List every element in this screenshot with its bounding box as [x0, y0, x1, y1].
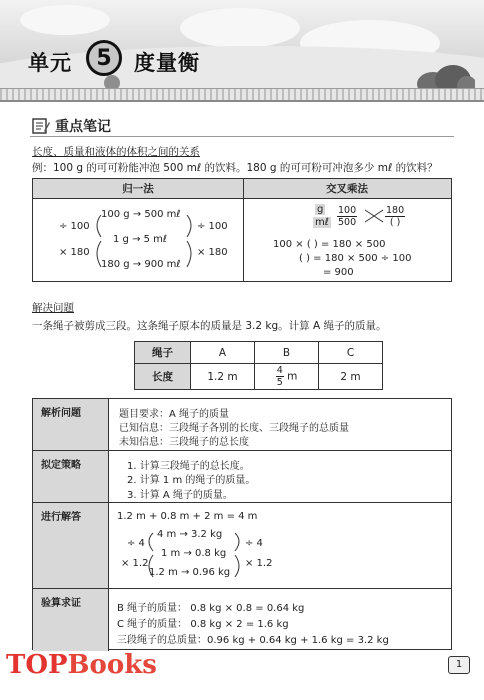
rope-col-a: A	[191, 342, 255, 364]
cross-fraction-1: $\frac{100}{500}$	[338, 205, 357, 228]
step-text: 2. 计算 1 m 的绳子的质量。	[127, 475, 256, 486]
step-left-op-2: × 1.2	[121, 558, 149, 569]
section-title-text: 重点笔记	[55, 119, 111, 135]
rope-b-length: $\frac{4}{5}$ m	[255, 364, 319, 390]
step-label: 验算求证	[33, 589, 109, 651]
cross-fraction-2: $\frac{180}{( )}$	[386, 205, 405, 228]
rope-a-length: 1.2 m	[191, 364, 255, 390]
notebook-pencil-icon	[32, 117, 50, 135]
rope-header-cell: 绳子	[135, 342, 191, 364]
solve-left-arrows	[143, 531, 155, 581]
step-right-op-1: ÷ 4	[245, 538, 263, 549]
table-row	[135, 364, 383, 390]
section-divider	[30, 136, 454, 137]
step-text: 4 m → 3.2 kg	[157, 529, 223, 540]
unit-title: 度量衡	[134, 51, 200, 75]
step-label: 进行解答	[33, 503, 109, 588]
cross-equation-1: 100 × ( ) = 180 × 500	[273, 239, 386, 250]
fence-decoration	[0, 88, 484, 102]
topbooks-watermark-logo: TOPBooks	[6, 650, 157, 680]
page-number: 1	[448, 656, 470, 674]
length-header-cell: 长度	[135, 364, 191, 390]
step-text: B 绳子的质量： 0.8 kg × 0.8 = 0.64 kg	[117, 603, 305, 614]
unitary-line-2: 1 g → 5 mℓ	[113, 234, 168, 245]
rope-col-c: C	[319, 342, 383, 364]
cloud-decoration	[20, 5, 110, 35]
step-text: 三段绳子的总质量：0.96 kg + 0.64 kg + 1.6 kg = 3.2 kg	[117, 635, 389, 646]
unit-header-banner	[0, 0, 484, 102]
cross-multiply-arrows	[363, 208, 385, 224]
step-text: 题目要求：A 绳子的质量	[119, 409, 230, 420]
section-title	[32, 116, 111, 136]
unitary-right-op-2: × 180	[197, 247, 228, 258]
step-text: 未知信息：三段绳子的总长度	[119, 437, 249, 448]
unitary-right-arrows	[185, 213, 197, 271]
example-question: 例：100 g 的可可粉能冲泡 500 mℓ 的饮料。180 g 的可可粉可冲泡多少 mℓ 的饮料？	[32, 162, 438, 174]
step-text: 3. 计算 A 绳子的质量。	[127, 490, 233, 501]
cross-unit-ml: mℓ	[315, 217, 329, 228]
rope-col-b: B	[255, 342, 319, 364]
unitary-left-op-2: × 180	[59, 247, 90, 258]
step-text: 1.2 m + 0.8 m + 2 m = 4 m	[117, 511, 258, 522]
step-text: 已知信息：三段绳子各别的长度、三段绳子的总质量	[119, 423, 349, 434]
step-text: 1 m → 0.8 kg	[161, 548, 227, 559]
cross-equation-2: ( ) = 180 × 500 ÷ 100	[299, 253, 412, 264]
cloud-decoration	[180, 8, 300, 48]
step-text: 1. 计算三段绳子的总长度。	[127, 461, 250, 472]
step-solve-row	[33, 503, 451, 589]
step-label: 解析问题	[33, 399, 109, 450]
problem-statement: 一条绳子被剪成三段。这条绳子原本的质量是 3.2 kg。计算 A 绳子的质量。	[32, 320, 387, 332]
unitary-right-op-1: ÷ 100	[197, 221, 228, 232]
step-text: C 绳子的质量： 0.8 kg × 2 = 1.6 kg	[117, 619, 289, 630]
rope-c-length: 2 m	[319, 364, 383, 390]
step-left-op-1: ÷ 4	[127, 538, 145, 549]
unitary-left-arrows	[91, 213, 103, 271]
step-right-op-2: × 1.2	[245, 558, 273, 569]
step-understand-row	[33, 399, 451, 451]
step-label: 拟定策略	[33, 451, 109, 502]
step-check-row	[33, 589, 451, 651]
cross-equation-3: = 900	[323, 267, 354, 278]
solve-right-arrows	[233, 531, 245, 581]
step-plan-row	[33, 451, 451, 503]
subheading-problem-solving: 解决问题	[32, 302, 74, 314]
table-row	[135, 342, 383, 364]
method-cross-header: 交叉乘法	[243, 179, 451, 199]
rope-length-table	[134, 341, 383, 390]
cross-unit-g: g	[317, 204, 324, 215]
method-divider	[243, 179, 244, 281]
example-methods-box	[32, 178, 452, 282]
method-unitary-header: 归一法	[33, 179, 243, 199]
unitary-line-1: 100 g → 500 mℓ	[101, 209, 181, 220]
subheading-relationship: 长度、质量和液体的体积之间的关系	[32, 146, 200, 158]
unit-number-badge: 5	[86, 40, 122, 76]
step-text: 1.2 m → 0.96 kg	[149, 567, 231, 578]
unitary-left-op-1: ÷ 100	[59, 221, 90, 232]
unit-label: 单元	[28, 51, 72, 75]
solution-steps-table	[32, 398, 452, 650]
unitary-line-3: 180 g → 900 mℓ	[101, 259, 181, 270]
